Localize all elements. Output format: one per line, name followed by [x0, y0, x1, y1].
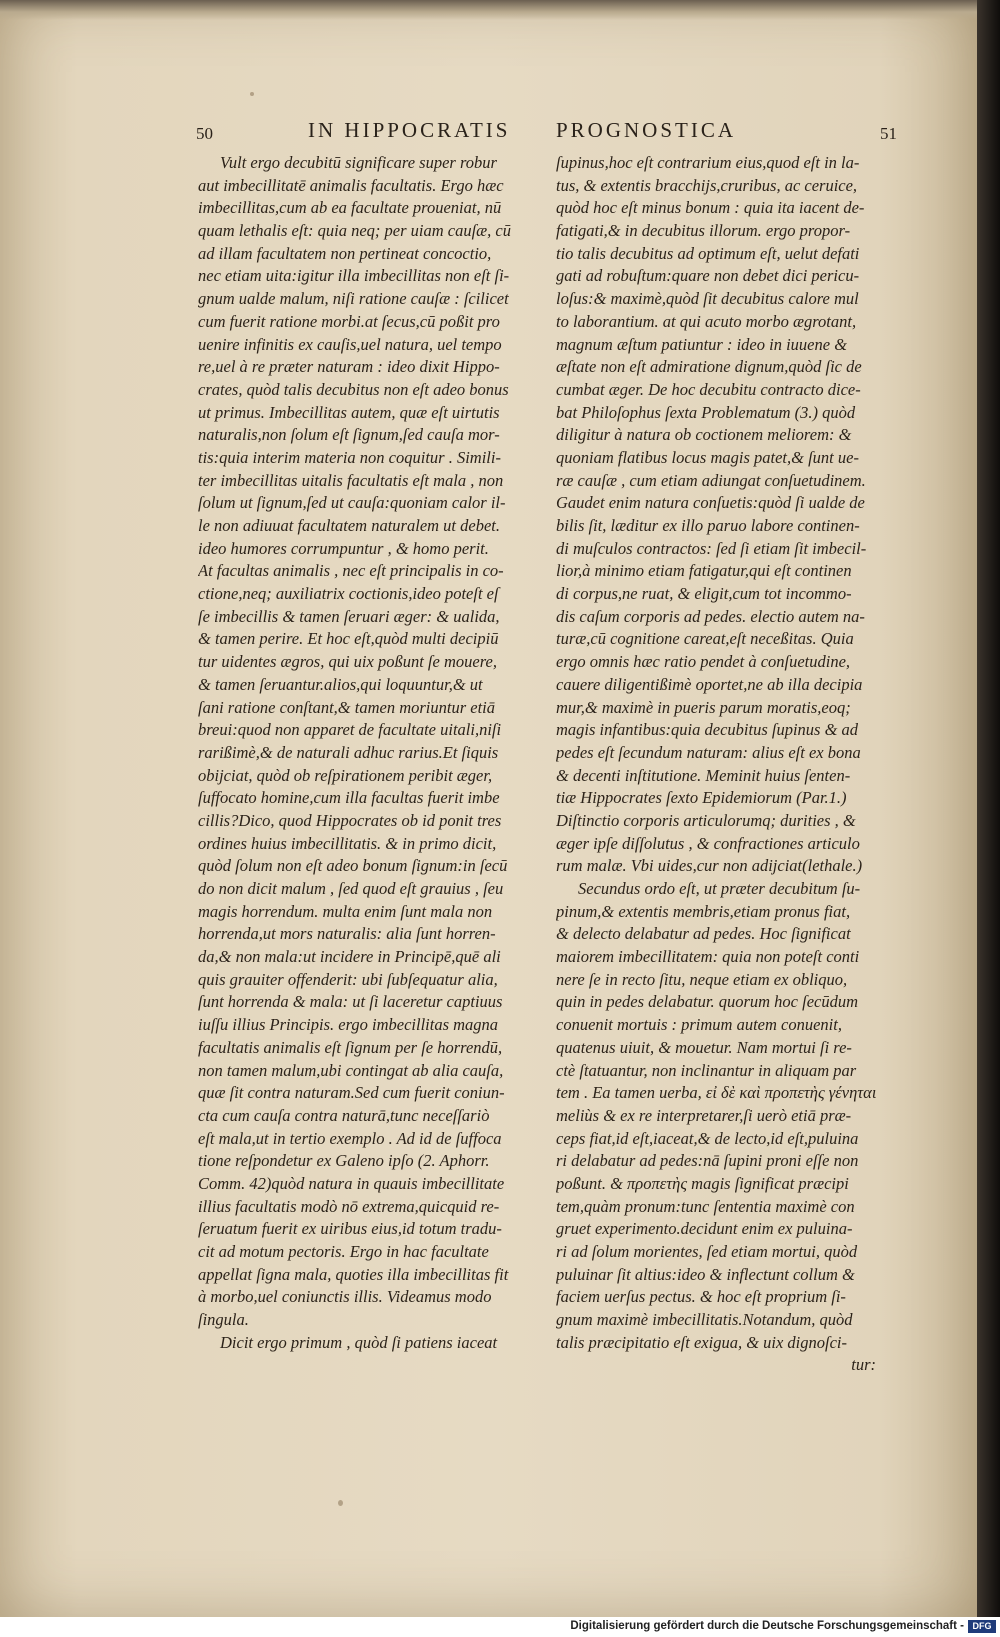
text-line: non tamen malum,ubi contingat ab alia cauſa,	[198, 1060, 504, 1080]
text-line: Secundus ordo eſt, ut præter decubitum ſu-	[578, 879, 861, 898]
text-line: bat Philoſophus ſexta Problematum (3.) quòd	[556, 402, 856, 422]
ink-spot	[338, 1500, 343, 1506]
text-line: & decenti inſtitutione. Meminit huius ſenten-	[556, 765, 851, 785]
text-line: faciem uerſus pectus. & hoc eſt proprium ſi-	[556, 1287, 846, 1307]
text-line: cta cum cauſa contra naturā,tunc neceſſariò	[198, 1105, 490, 1125]
text-line: tis:quia interim materia non coquitur . Simili-	[198, 447, 501, 467]
text-line: iuſſu illius Principis. ergo imbecillitas magna	[198, 1015, 499, 1035]
text-line: to laborantium. at qui acuto morbo ægrotant,	[556, 311, 857, 331]
text-line: quoniam flatibus locus magis patet,& ſunt ue-	[556, 447, 859, 467]
text-line: ſuffocato homine,cum illa facultas fuerit imbe	[198, 788, 500, 808]
text-line: re,uel à re præter naturam : ideo dixit Hippo-	[198, 357, 500, 377]
text-line: talis præcipitatio eſt exigua, & uix dignoſci-	[556, 1332, 848, 1352]
text-line: bilis ſit, læditur ex illo paruo labore continen-	[556, 516, 860, 535]
text-line: conuenit mortuis : primum autem conuenit,	[556, 1015, 842, 1035]
text-line: do non dicit malum , ſed quod eſt grauius , ſeu	[198, 879, 504, 898]
text-line: Gaudet enim natura conſuetis:quòd ſi ualde de	[556, 493, 865, 513]
text-line: tem,quàm pronum:tunc ſententia maximè con	[556, 1196, 855, 1216]
funding-credit: Digitalisierung gefördert durch die Deutsche Forschungsgemeinschaft -	[570, 1620, 964, 1632]
text-line: ideo humores corrumpuntur , & homo perit.	[198, 538, 489, 558]
text-line: tio talis decubitus ad optimum eſt, uelut defati	[556, 243, 860, 263]
text-line: rarißimè,& de naturali adhuc rarius.Et ſiquis	[198, 742, 499, 762]
text-line: nec etiam uita:igitur illa imbecillitas non eſt ſi-	[198, 266, 510, 286]
text-line: ergo omnis hæc ratio pendet à conſuetudine,	[556, 652, 851, 672]
text-line: pinum,& extentis membris,etiam pronus fiat,	[556, 901, 851, 921]
text-line: cit ad motum pectoris. Ergo in hac facultate	[198, 1242, 489, 1261]
text-line: & tamen ſeruantur.alios,qui loquuntur,& ut	[198, 674, 483, 694]
text-line: quæ ſit contra naturam.Sed cum fuerit coniun-	[198, 1083, 505, 1103]
text-line: imbecillitas,cum ab ea facultate proueniat, nū	[198, 198, 502, 218]
text-line: Vult ergo decubitū significare super robur	[220, 153, 497, 172]
text-line: gnum ualde malum, niſi ratione cauſæ : ſcilicet	[198, 289, 509, 309]
text-line: ordines huius imbecillitatis. & in primo dicit,	[198, 833, 497, 853]
digitization-footer	[0, 1617, 1000, 1637]
text-line: dis caſum corporis ad pedes. electio autem na-	[556, 606, 865, 626]
text-line: le non adiuuat facultatem naturalem ut debet.	[198, 516, 500, 535]
text-line: quam lethalis eſt: quia neq; per uiam cauſæ, cū	[198, 221, 511, 241]
text-line: magis horrendum. multa enim ſunt mala non	[198, 901, 493, 921]
text-line: fatigati,& in decubitus illorum. ergo propor-	[556, 221, 851, 241]
text-line: horrenda,ut mors naturalis: alia ſunt horren-	[198, 924, 496, 944]
text-line: gnum maximè imbecillitatis.Notandum, quòd	[556, 1310, 853, 1330]
text-line: ctione,neq; auxiliatrix coctionis,ideo poteſt eſ	[198, 584, 499, 604]
text-column-right	[556, 152, 886, 1377]
ink-spot	[250, 92, 254, 96]
text-line: tus, & extentis bracchijs,cruribus, ac ceruice,	[556, 175, 858, 195]
text-line: ſupinus,hoc eſt contrarium eius,quod eſt in la-	[556, 153, 860, 172]
text-line: aut imbecillitatē animalis facultatis. Ergo hæc	[198, 175, 504, 195]
running-title-right: PROGNOSTICA	[556, 118, 737, 142]
page-number-left: 50	[196, 124, 213, 143]
text-line: tem . Ea tamen uerba, εἰ δὲ καὶ προπετὴς γένηται	[556, 1083, 877, 1103]
text-line: quòd ſolum non eſt adeo bonum ſignum:in ſecū	[198, 856, 508, 876]
dfg-logo: DFG	[968, 1620, 996, 1633]
text-line: magis infantibus:quia decubitus ſupinus & ad	[556, 720, 859, 740]
text-line: poßunt. & προπετὴς magis ſignificat præcipi	[556, 1173, 849, 1193]
text-line: illius facultatis modò nō extrema,quicquid re-	[198, 1196, 500, 1216]
text-line: lior,à minimo etiam fatigatur,qui eſt continen	[556, 561, 852, 581]
text-line: appellat ſigna mala, quoties illa imbecillitas fit	[198, 1264, 509, 1284]
text-line: ſunt horrenda & mala: ut ſi laceretur captiuus	[198, 992, 503, 1012]
page-top-shadow	[0, 0, 977, 20]
text-line: crates, quòd talis decubitus non eſt adeo bonus	[198, 379, 509, 399]
text-line: à morbo,uel coniunctis illis. Videamus modo	[198, 1287, 492, 1307]
text-line: diligitur à natura ob coctionem meliorem: &	[556, 425, 852, 445]
text-line: ctè ſtatuantur, non inclinantur in aliquam par	[556, 1060, 857, 1080]
text-line: cum fuerit ratione morbi.at ſecus,cū poßit pro	[198, 311, 500, 331]
text-line: puluinar ſit altius:ideo & inflectunt collum &	[556, 1264, 855, 1284]
text-line: meliùs & ex re interpretarer,ſi uerò etiā præ-	[556, 1105, 852, 1125]
text-line: quin in pedes delabatur. quorum hoc ſecūdum	[556, 992, 859, 1012]
text-line: ræ cauſæ , cum etiam adiungat conſuetudinem.	[556, 470, 866, 490]
text-line: tiæ Hippocrates ſexto Epidemiorum (Par.1.)	[556, 788, 847, 808]
text-line: Dicit ergo primum , quòd ſi patiens iaceat	[220, 1332, 498, 1352]
text-line: pedes eſt ſecundum naturam: alius eſt ex bona	[556, 742, 861, 762]
text-line: & delecto delabatur ad pedes. Hoc ſignificat	[556, 924, 851, 944]
text-line: Diſtinctio corporis articulorumq; durities , &	[556, 810, 856, 830]
text-line: & tamen perire. Et hoc eſt,quòd multi decipiū	[198, 629, 499, 649]
text-line: ſingula.	[198, 1310, 249, 1330]
text-line: cauere diligentißimè oportet,ne ab illa decipia	[556, 674, 863, 694]
text-line: breui:quod non apparet de facultate uitali,niſi	[198, 720, 502, 740]
text-line: Comm. 42)quòd natura in quauis imbecillitate	[198, 1173, 505, 1193]
page-edge-shadow	[977, 0, 1000, 1637]
text-line: turæ,cū cognitione careat,eſt neceßitas. Quia	[556, 629, 854, 649]
text-line: eſt mala,ut in tertio exemplo . Ad id de ſuffoca	[198, 1128, 502, 1148]
text-line: magnum æſtum patiuntur : ideo in iuuene &	[556, 334, 848, 354]
text-line: gruet experimento.decidunt enim ex puluina-	[556, 1219, 853, 1239]
text-line: ut primus. Imbecillitas autem, quæ eſt uirtutis	[198, 402, 500, 422]
text-line: ſani ratione conſtant,& tamen moriuntur etiā	[198, 697, 495, 717]
text-line: gati ad robuſtum:quare non debet dici pericu-	[556, 266, 860, 286]
text-line: tur:	[851, 1355, 876, 1375]
text-column-left	[198, 152, 530, 1354]
text-line: tur uidentes ægros, qui uix poßunt ſe mouere,	[198, 652, 497, 672]
text-line: da,& non mala:ut incidere in Principē,quē ali	[198, 947, 501, 967]
text-line: cumbat æger. De hoc decubitu contracto dice-	[556, 379, 861, 399]
text-line: nere ſe in recto ſitu, neque etiam ex obliquo,	[556, 969, 848, 989]
text-line: quis grauiter offenderit: ubi ſubſequatur alia,	[198, 969, 498, 989]
text-line: ceps fiat,id eſt,iaceat,& de lecto,id eſt,puluina	[556, 1128, 859, 1148]
text-line: rum malæ. Vbi uides,cur non adijciat(lethale.)	[556, 856, 863, 876]
text-line: ſolum ut ſignum,ſed ut cauſa:quoniam calor il-	[198, 493, 506, 513]
text-line: ad illam facultatem non pertineat concoctio,	[198, 243, 492, 263]
text-line: naturalis,non ſolum eſt ſignum,ſed cauſa mor-	[198, 425, 500, 445]
text-line: facultatis animalis eſt ſignum per ſe horrendū,	[198, 1037, 503, 1057]
text-line: ſe imbecillis & tamen ſeruari æger: & ualida,	[198, 606, 500, 626]
running-title-left: IN HIPPOCRATIS	[308, 118, 511, 142]
page-number-right: 51	[880, 124, 897, 143]
text-line: obijciat, quòd ob reſpirationem peribit æger,	[198, 765, 493, 785]
text-line: uenire infinitis ex cauſis,uel natura, uel tempo	[198, 334, 502, 354]
text-line: ter imbecillitas uitalis facultatis eſt mala , non	[198, 470, 504, 490]
text-line: maiorem imbecillitatem: quia non poteſt conti	[556, 947, 860, 967]
text-line: ſeruatum fuerit ex uiribus eius,id totum tradu-	[198, 1219, 502, 1239]
text-line: cillis?Dico, quod Hippocrates ob id ponit tres	[198, 810, 502, 830]
running-head	[0, 118, 977, 148]
text-line: di muſculos contractos: ſed ſi etiam ſit imbecil-	[556, 538, 867, 558]
text-line: quòd hoc eſt minus bonum : quia ita iacent de-	[556, 198, 865, 218]
text-line: mur,& maximè in pueris parum moratis,eoq;	[556, 697, 851, 717]
text-line: tione reſpondetur ex Galeno ipſo (2. Aphorr.	[198, 1151, 490, 1171]
text-line: quatenus uiuit, & mouetur. Nam mortui ſi re-	[556, 1037, 852, 1057]
text-line: ri ad ſolum morientes, ſed etiam mortui, quòd	[556, 1242, 858, 1261]
text-line: ri delabatur ad pedes:nā ſupini proni eſſe non	[556, 1151, 859, 1171]
text-line: æſtate non eſt admiratione dignum,quòd ſic de	[556, 357, 862, 377]
text-line: di corpus,ne ruat, & eligit,cum tot incommo-	[556, 584, 852, 604]
text-line: At facultas animalis , nec eſt principalis in co-	[198, 561, 504, 581]
text-line: loſus:& maximè,quòd ſit decubitus calore mul	[556, 289, 859, 309]
text-line: æger ipſe diſſolutus , & confractiones articulo	[556, 833, 860, 853]
